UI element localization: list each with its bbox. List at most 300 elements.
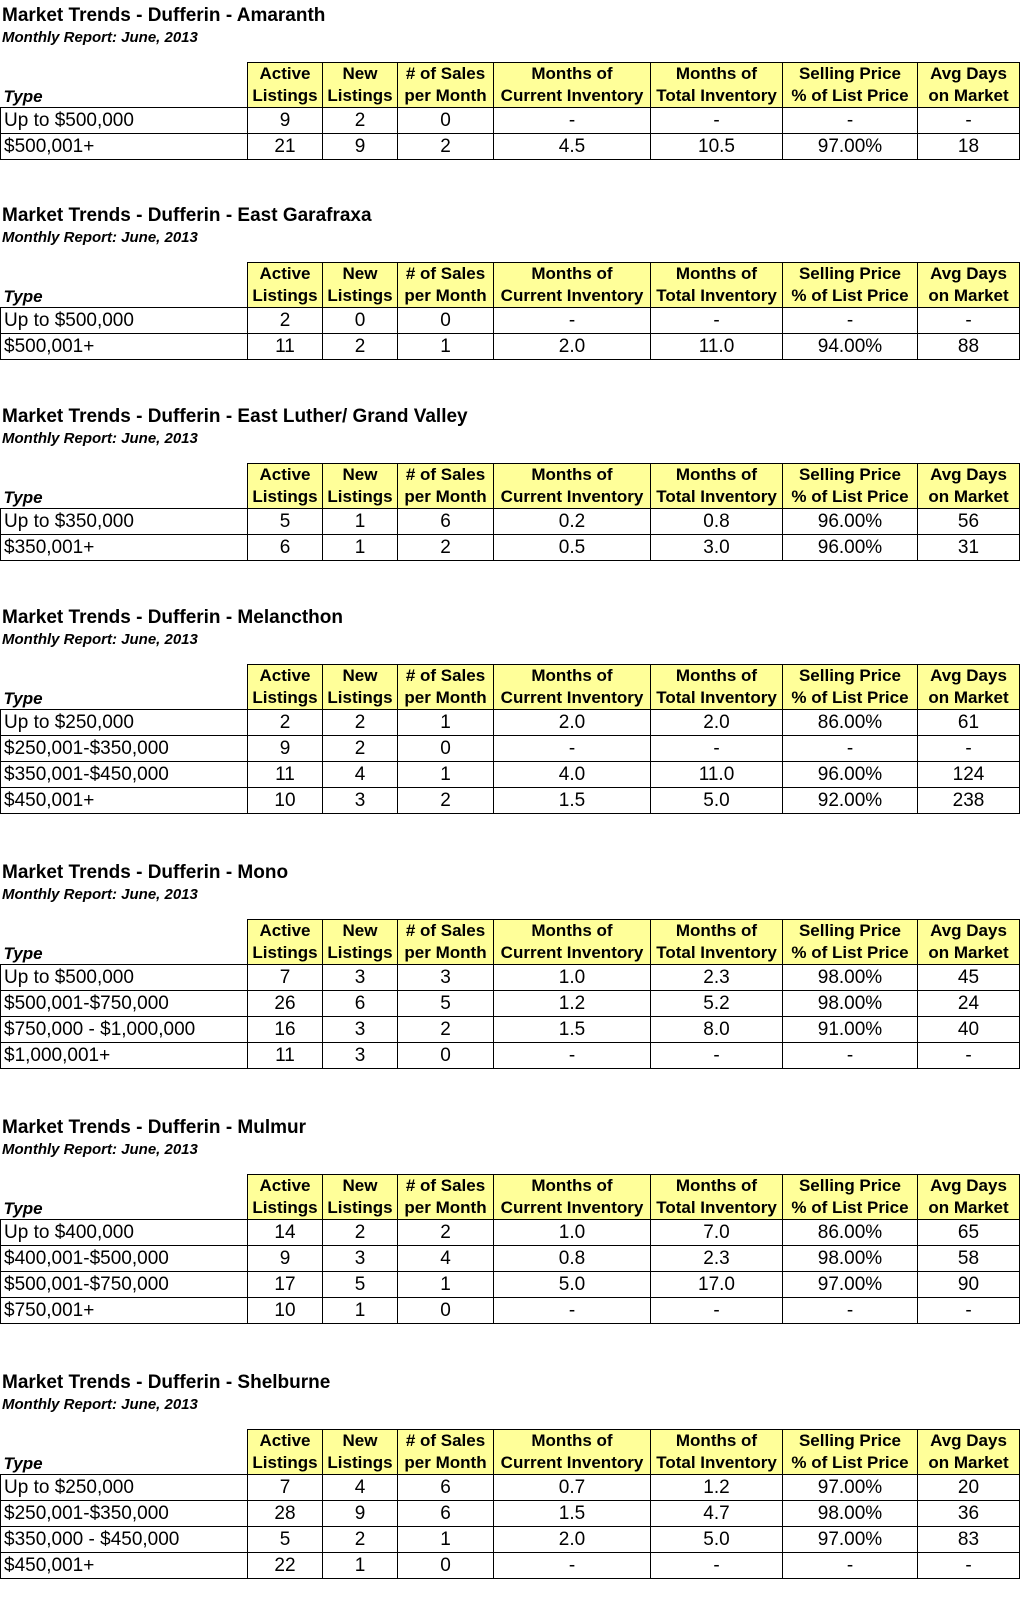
column-header-line: Current Inventory bbox=[500, 487, 644, 506]
header-row bbox=[1, 464, 1020, 509]
column-header-line: Months of bbox=[675, 264, 758, 283]
type-header: Type bbox=[1, 464, 248, 509]
column-header bbox=[494, 263, 651, 308]
value-cell: 36 bbox=[918, 1501, 1020, 1527]
column-header-line: # of Sales bbox=[405, 264, 486, 283]
value-cell: 11 bbox=[248, 1043, 323, 1069]
value-cell: 45 bbox=[918, 965, 1020, 991]
table-row bbox=[1, 1298, 1020, 1324]
value-cell: 0 bbox=[398, 108, 494, 134]
value-cell: 7 bbox=[248, 1475, 323, 1501]
column-header bbox=[398, 920, 494, 965]
column-header-line: # of Sales bbox=[405, 1431, 486, 1450]
column-header-line: Months of bbox=[531, 1176, 613, 1195]
column-header-line: Total Inventory bbox=[656, 86, 777, 105]
value-cell: 28 bbox=[248, 1501, 323, 1527]
value-cell: 0.2 bbox=[494, 509, 651, 535]
column-header-line: Active bbox=[259, 666, 311, 685]
column-header-line: on Market bbox=[928, 487, 1009, 506]
type-header: Type bbox=[1, 665, 248, 710]
header-row bbox=[1, 920, 1020, 965]
column-header-line: Current Inventory bbox=[500, 286, 644, 305]
value-cell: 1.5 bbox=[494, 788, 651, 814]
value-cell: 98.00% bbox=[783, 991, 918, 1017]
value-cell: 97.00% bbox=[783, 1272, 918, 1298]
value-cell: 2 bbox=[323, 710, 398, 736]
value-cell: 6 bbox=[398, 509, 494, 535]
market-table bbox=[0, 664, 1020, 814]
section-title: Market Trends - Dufferin - Shelburne bbox=[2, 1372, 331, 1393]
column-header-line: Months of bbox=[531, 1431, 613, 1450]
column-header bbox=[248, 63, 323, 108]
table-row bbox=[1, 1272, 1020, 1298]
value-cell: 1 bbox=[323, 509, 398, 535]
value-cell: 11 bbox=[248, 762, 323, 788]
price-range-cell: Up to $500,000 bbox=[1, 308, 248, 334]
price-range-cell: Up to $250,000 bbox=[1, 710, 248, 736]
header-row bbox=[1, 665, 1020, 710]
column-header-line: % of List Price bbox=[791, 1453, 909, 1472]
value-cell: 3.0 bbox=[651, 535, 783, 561]
value-cell: 96.00% bbox=[783, 509, 918, 535]
value-cell: 4 bbox=[323, 1475, 398, 1501]
column-header-line: New bbox=[342, 264, 378, 283]
column-header-line: on Market bbox=[928, 1453, 1009, 1472]
column-header-line: per Month bbox=[404, 286, 487, 305]
value-cell: - bbox=[783, 1043, 918, 1069]
value-cell: - bbox=[918, 308, 1020, 334]
column-header-line: Active bbox=[259, 264, 311, 283]
value-cell: 10 bbox=[248, 1298, 323, 1324]
value-cell: 2 bbox=[398, 1017, 494, 1043]
value-cell: 8.0 bbox=[651, 1017, 783, 1043]
column-header bbox=[783, 1430, 918, 1475]
value-cell: 2 bbox=[248, 308, 323, 334]
column-header-line: on Market bbox=[928, 286, 1009, 305]
column-header-line: per Month bbox=[404, 487, 487, 506]
value-cell: 26 bbox=[248, 991, 323, 1017]
value-cell: 17.0 bbox=[651, 1272, 783, 1298]
value-cell: 4 bbox=[323, 762, 398, 788]
section-subtitle: Monthly Report: June, 2013 bbox=[2, 1141, 198, 1158]
column-header bbox=[651, 1175, 783, 1220]
value-cell: 2.3 bbox=[651, 965, 783, 991]
value-cell: 6 bbox=[248, 535, 323, 561]
value-cell: 65 bbox=[918, 1220, 1020, 1246]
column-header-line: Listings bbox=[327, 487, 393, 506]
column-header-line: New bbox=[342, 465, 378, 484]
column-header bbox=[323, 464, 398, 509]
section-subtitle: Monthly Report: June, 2013 bbox=[2, 631, 198, 648]
value-cell: 0.5 bbox=[494, 535, 651, 561]
column-header-line: Months of bbox=[531, 264, 613, 283]
column-header-line: Months of bbox=[531, 666, 613, 685]
column-header-line: Total Inventory bbox=[656, 1198, 777, 1217]
value-cell: 9 bbox=[323, 1501, 398, 1527]
column-header-line: Listings bbox=[327, 286, 393, 305]
value-cell: 0.8 bbox=[651, 509, 783, 535]
column-header-line: Months of bbox=[675, 921, 758, 940]
column-header-line: Listings bbox=[327, 943, 393, 962]
value-cell: 1.5 bbox=[494, 1017, 651, 1043]
value-cell: - bbox=[494, 1043, 651, 1069]
column-header bbox=[248, 263, 323, 308]
column-header-line: Avg Days bbox=[930, 1176, 1007, 1195]
column-header bbox=[398, 665, 494, 710]
column-header-line: per Month bbox=[404, 1453, 487, 1472]
header-row bbox=[1, 63, 1020, 108]
column-header-line: Active bbox=[259, 465, 311, 484]
table-row bbox=[1, 965, 1020, 991]
value-cell: 5.0 bbox=[651, 1527, 783, 1553]
section-subtitle: Monthly Report: June, 2013 bbox=[2, 29, 198, 46]
value-cell: 1 bbox=[398, 334, 494, 360]
table-row bbox=[1, 1501, 1020, 1527]
value-cell: - bbox=[651, 1553, 783, 1579]
column-header-line: Total Inventory bbox=[656, 286, 777, 305]
value-cell: 7.0 bbox=[651, 1220, 783, 1246]
value-cell: - bbox=[651, 108, 783, 134]
value-cell: - bbox=[783, 308, 918, 334]
table-row bbox=[1, 991, 1020, 1017]
column-header-line: Months of bbox=[531, 465, 613, 484]
column-header-line: Selling Price bbox=[798, 264, 902, 283]
price-range-cell: $350,001+ bbox=[1, 535, 248, 561]
table-row bbox=[1, 1017, 1020, 1043]
value-cell: 1.2 bbox=[651, 1475, 783, 1501]
price-range-cell: $750,001+ bbox=[1, 1298, 248, 1324]
value-cell: 94.00% bbox=[783, 334, 918, 360]
value-cell: - bbox=[651, 736, 783, 762]
price-range-cell: $350,000 - $450,000 bbox=[1, 1527, 248, 1553]
value-cell: 1 bbox=[323, 535, 398, 561]
column-header-line: Active bbox=[259, 1176, 311, 1195]
value-cell: 1 bbox=[323, 1553, 398, 1579]
value-cell: 5 bbox=[248, 1527, 323, 1553]
value-cell: 40 bbox=[918, 1017, 1020, 1043]
column-header-line: per Month bbox=[404, 1198, 487, 1217]
value-cell: 238 bbox=[918, 788, 1020, 814]
type-header: Type bbox=[1, 920, 248, 965]
value-cell: 1 bbox=[398, 1527, 494, 1553]
value-cell: 2 bbox=[398, 1220, 494, 1246]
column-header bbox=[651, 665, 783, 710]
price-range-cell: $400,001-$500,000 bbox=[1, 1246, 248, 1272]
section-subtitle: Monthly Report: June, 2013 bbox=[2, 229, 198, 246]
section-subtitle: Monthly Report: June, 2013 bbox=[2, 886, 198, 903]
value-cell: 6 bbox=[398, 1501, 494, 1527]
column-header-line: Listings bbox=[327, 86, 393, 105]
column-header bbox=[398, 263, 494, 308]
value-cell: 2.0 bbox=[494, 1527, 651, 1553]
column-header-line: Avg Days bbox=[930, 666, 1007, 685]
value-cell: 1.2 bbox=[494, 991, 651, 1017]
column-header-line: Avg Days bbox=[930, 1431, 1007, 1450]
column-header-line: on Market bbox=[928, 943, 1009, 962]
value-cell: 14 bbox=[248, 1220, 323, 1246]
column-header-line: Avg Days bbox=[930, 64, 1007, 83]
column-header-line: Total Inventory bbox=[656, 688, 777, 707]
column-header-line: # of Sales bbox=[405, 64, 486, 83]
column-header-line: Current Inventory bbox=[500, 1198, 644, 1217]
column-header bbox=[323, 920, 398, 965]
value-cell: 0 bbox=[398, 1553, 494, 1579]
column-header-line: Months of bbox=[675, 1176, 758, 1195]
column-header-line: Months of bbox=[531, 64, 613, 83]
value-cell: - bbox=[651, 1298, 783, 1324]
column-header bbox=[494, 464, 651, 509]
value-cell: 9 bbox=[323, 134, 398, 160]
table-row bbox=[1, 1553, 1020, 1579]
value-cell: 97.00% bbox=[783, 1527, 918, 1553]
value-cell: 2 bbox=[323, 736, 398, 762]
column-header-line: % of List Price bbox=[791, 286, 909, 305]
price-range-cell: Up to $500,000 bbox=[1, 965, 248, 991]
value-cell: 1.0 bbox=[494, 1220, 651, 1246]
column-header bbox=[918, 665, 1020, 710]
price-range-cell: Up to $400,000 bbox=[1, 1220, 248, 1246]
value-cell: - bbox=[494, 1553, 651, 1579]
section-title: Market Trends - Dufferin - Melancthon bbox=[2, 607, 343, 628]
column-header-line: % of List Price bbox=[791, 487, 909, 506]
column-header-line: Selling Price bbox=[798, 64, 902, 83]
column-header-line: Months of bbox=[675, 1431, 758, 1450]
value-cell: - bbox=[494, 308, 651, 334]
column-header bbox=[398, 1175, 494, 1220]
value-cell: 97.00% bbox=[783, 1475, 918, 1501]
value-cell: - bbox=[918, 736, 1020, 762]
table-row bbox=[1, 762, 1020, 788]
price-range-cell: $500,001+ bbox=[1, 334, 248, 360]
column-header-line: Months of bbox=[531, 921, 613, 940]
column-header-line: Active bbox=[259, 921, 311, 940]
value-cell: - bbox=[651, 308, 783, 334]
value-cell: 11 bbox=[248, 334, 323, 360]
value-cell: 56 bbox=[918, 509, 1020, 535]
value-cell: 124 bbox=[918, 762, 1020, 788]
value-cell: 4.0 bbox=[494, 762, 651, 788]
value-cell: 2 bbox=[323, 1527, 398, 1553]
column-header bbox=[783, 1175, 918, 1220]
column-header-line: % of List Price bbox=[791, 1198, 909, 1217]
value-cell: 88 bbox=[918, 334, 1020, 360]
price-range-cell: $1,000,001+ bbox=[1, 1043, 248, 1069]
value-cell: 61 bbox=[918, 710, 1020, 736]
value-cell: 98.00% bbox=[783, 1246, 918, 1272]
column-header-line: on Market bbox=[928, 688, 1009, 707]
table-row bbox=[1, 1220, 1020, 1246]
value-cell: 1.0 bbox=[494, 965, 651, 991]
value-cell: 2 bbox=[398, 788, 494, 814]
table-row bbox=[1, 736, 1020, 762]
column-header-line: on Market bbox=[928, 86, 1009, 105]
column-header bbox=[651, 920, 783, 965]
value-cell: - bbox=[918, 108, 1020, 134]
market-table bbox=[0, 262, 1020, 360]
price-range-cell: Up to $250,000 bbox=[1, 1475, 248, 1501]
column-header-line: % of List Price bbox=[791, 943, 909, 962]
price-range-cell: $250,001-$350,000 bbox=[1, 736, 248, 762]
value-cell: 1 bbox=[398, 1272, 494, 1298]
value-cell: 1 bbox=[398, 710, 494, 736]
column-header bbox=[323, 63, 398, 108]
value-cell: 3 bbox=[323, 1246, 398, 1272]
column-header-line: # of Sales bbox=[405, 1176, 486, 1195]
column-header bbox=[323, 665, 398, 710]
column-header-line: Avg Days bbox=[930, 264, 1007, 283]
column-header-line: Listings bbox=[252, 1198, 318, 1217]
column-header-line: Months of bbox=[675, 465, 758, 484]
value-cell: - bbox=[494, 1298, 651, 1324]
column-header-line: Avg Days bbox=[930, 465, 1007, 484]
table-row bbox=[1, 1527, 1020, 1553]
value-cell: 20 bbox=[918, 1475, 1020, 1501]
column-header bbox=[323, 1430, 398, 1475]
value-cell: 16 bbox=[248, 1017, 323, 1043]
value-cell: 3 bbox=[323, 965, 398, 991]
value-cell: 9 bbox=[248, 108, 323, 134]
value-cell: 2.0 bbox=[494, 710, 651, 736]
value-cell: 9 bbox=[248, 736, 323, 762]
value-cell: 6 bbox=[323, 991, 398, 1017]
value-cell: 3 bbox=[398, 965, 494, 991]
column-header-line: on Market bbox=[928, 1198, 1009, 1217]
table-row bbox=[1, 509, 1020, 535]
value-cell: 1 bbox=[323, 1298, 398, 1324]
market-table bbox=[0, 463, 1020, 561]
column-header bbox=[494, 920, 651, 965]
column-header-line: Total Inventory bbox=[656, 1453, 777, 1472]
value-cell: 3 bbox=[323, 1017, 398, 1043]
value-cell: 2 bbox=[323, 1220, 398, 1246]
column-header-line: Listings bbox=[252, 943, 318, 962]
value-cell: 6 bbox=[398, 1475, 494, 1501]
value-cell: 18 bbox=[918, 134, 1020, 160]
value-cell: 86.00% bbox=[783, 1220, 918, 1246]
table-row bbox=[1, 108, 1020, 134]
price-range-cell: $750,000 - $1,000,000 bbox=[1, 1017, 248, 1043]
value-cell: 7 bbox=[248, 965, 323, 991]
value-cell: 86.00% bbox=[783, 710, 918, 736]
value-cell: 5.0 bbox=[651, 788, 783, 814]
column-header-line: % of List Price bbox=[791, 688, 909, 707]
value-cell: - bbox=[783, 1298, 918, 1324]
value-cell: 31 bbox=[918, 535, 1020, 561]
column-header-line: New bbox=[342, 1176, 378, 1195]
column-header bbox=[248, 1175, 323, 1220]
column-header-line: Listings bbox=[252, 1453, 318, 1472]
column-header bbox=[494, 63, 651, 108]
column-header-line: Months of bbox=[675, 64, 758, 83]
value-cell: 92.00% bbox=[783, 788, 918, 814]
column-header bbox=[783, 920, 918, 965]
value-cell: 4.5 bbox=[494, 134, 651, 160]
section-subtitle: Monthly Report: June, 2013 bbox=[2, 430, 198, 447]
column-header bbox=[651, 464, 783, 509]
value-cell: 90 bbox=[918, 1272, 1020, 1298]
value-cell: 98.00% bbox=[783, 965, 918, 991]
column-header-line: per Month bbox=[404, 86, 487, 105]
price-range-cell: $350,001-$450,000 bbox=[1, 762, 248, 788]
value-cell: 5 bbox=[398, 991, 494, 1017]
column-header-line: Active bbox=[259, 1431, 311, 1450]
header-row bbox=[1, 1175, 1020, 1220]
table-row bbox=[1, 535, 1020, 561]
column-header-line: # of Sales bbox=[405, 666, 486, 685]
value-cell: - bbox=[651, 1043, 783, 1069]
value-cell: 83 bbox=[918, 1527, 1020, 1553]
value-cell: 21 bbox=[248, 134, 323, 160]
column-header-line: Selling Price bbox=[798, 1176, 902, 1195]
market-table bbox=[0, 1429, 1020, 1579]
section-title: Market Trends - Dufferin - Mulmur bbox=[2, 1117, 307, 1138]
column-header bbox=[494, 1430, 651, 1475]
value-cell: 0 bbox=[398, 308, 494, 334]
value-cell: 2.0 bbox=[494, 334, 651, 360]
column-header bbox=[494, 1175, 651, 1220]
column-header-line: # of Sales bbox=[405, 465, 486, 484]
value-cell: 10.5 bbox=[651, 134, 783, 160]
value-cell: 11.0 bbox=[651, 334, 783, 360]
column-header-line: # of Sales bbox=[405, 921, 486, 940]
type-header: Type bbox=[1, 263, 248, 308]
value-cell: 17 bbox=[248, 1272, 323, 1298]
value-cell: 0 bbox=[398, 736, 494, 762]
price-range-cell: $500,001-$750,000 bbox=[1, 991, 248, 1017]
value-cell: 4.7 bbox=[651, 1501, 783, 1527]
table-row bbox=[1, 134, 1020, 160]
value-cell: - bbox=[783, 108, 918, 134]
column-header bbox=[918, 920, 1020, 965]
value-cell: 58 bbox=[918, 1246, 1020, 1272]
table-row bbox=[1, 1475, 1020, 1501]
column-header bbox=[783, 263, 918, 308]
value-cell: 96.00% bbox=[783, 535, 918, 561]
value-cell: 9 bbox=[248, 1246, 323, 1272]
table-row bbox=[1, 1043, 1020, 1069]
type-header: Type bbox=[1, 63, 248, 108]
column-header-line: Current Inventory bbox=[500, 86, 644, 105]
column-header-line: Active bbox=[259, 64, 311, 83]
column-header bbox=[248, 1430, 323, 1475]
price-range-cell: $250,001-$350,000 bbox=[1, 1501, 248, 1527]
value-cell: 0 bbox=[398, 1298, 494, 1324]
type-header: Type bbox=[1, 1430, 248, 1475]
price-range-cell: Up to $500,000 bbox=[1, 108, 248, 134]
column-header bbox=[398, 464, 494, 509]
table-row bbox=[1, 710, 1020, 736]
column-header-line: Listings bbox=[327, 1198, 393, 1217]
header-row bbox=[1, 263, 1020, 308]
column-header bbox=[494, 665, 651, 710]
table-row bbox=[1, 334, 1020, 360]
column-header-line: Listings bbox=[252, 688, 318, 707]
column-header-line: New bbox=[342, 666, 378, 685]
price-range-cell: $450,001+ bbox=[1, 1553, 248, 1579]
value-cell: 0.7 bbox=[494, 1475, 651, 1501]
column-header-line: New bbox=[342, 921, 378, 940]
column-header-line: New bbox=[342, 64, 378, 83]
type-header: Type bbox=[1, 1175, 248, 1220]
value-cell: 2 bbox=[248, 710, 323, 736]
value-cell: 2.3 bbox=[651, 1246, 783, 1272]
value-cell: - bbox=[918, 1298, 1020, 1324]
value-cell: 0.8 bbox=[494, 1246, 651, 1272]
column-header-line: Selling Price bbox=[798, 666, 902, 685]
value-cell: 5 bbox=[323, 1272, 398, 1298]
column-header bbox=[918, 464, 1020, 509]
column-header-line: Total Inventory bbox=[656, 943, 777, 962]
